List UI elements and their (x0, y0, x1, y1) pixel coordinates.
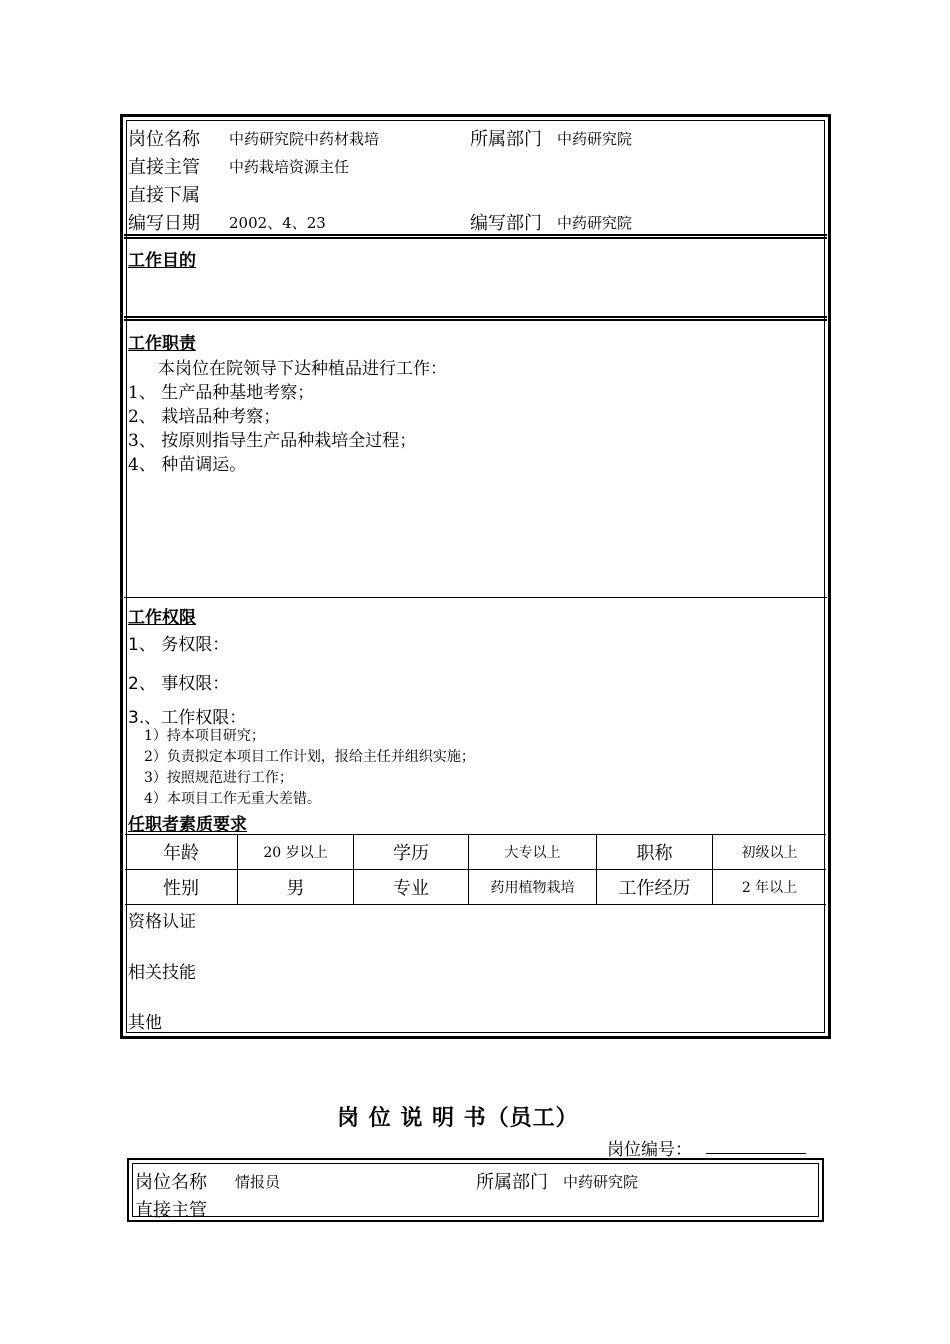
date-label: 编写日期 (128, 213, 200, 234)
purpose-heading: 工作目的 (128, 251, 196, 271)
skills-label: 相关技能 (128, 963, 196, 983)
authority-sub-item: 1）持本项目研究； (144, 728, 265, 744)
authority-line: 2、 事权限： (128, 674, 230, 694)
department-value-2: 中药研究院 (563, 1173, 639, 1191)
written-by-label: 编写部门 (470, 213, 542, 234)
supervisor-value: 中药栽培资源主任 (229, 158, 350, 176)
department-value: 中药研究院 (557, 130, 633, 148)
title-label: 职称 (597, 835, 713, 870)
education-value: 大专以上 (469, 835, 597, 870)
authority-heading: 工作权限 (128, 608, 196, 628)
position-name-value-2: 情报员 (235, 1173, 281, 1191)
age-value: 20 岁以上 (238, 835, 354, 870)
duty-item: 2、 栽培品种考察； (128, 407, 281, 427)
position-number-field[interactable] (706, 1153, 806, 1154)
section-divider (124, 316, 827, 321)
duties-intro: 本岗位在院领导下达种植品进行工作： (158, 359, 447, 379)
duties-heading: 工作职责 (128, 334, 196, 354)
department-label: 所属部门 (470, 129, 542, 150)
certification-label: 资格认证 (128, 912, 196, 932)
supervisor-label-2: 直接主管 (135, 1200, 207, 1221)
education-label: 学历 (354, 835, 469, 870)
other-label: 其他 (128, 1013, 162, 1033)
gender-value: 男 (238, 870, 354, 905)
subordinate-label: 直接下属 (128, 185, 200, 206)
major-value: 药用植物栽培 (469, 870, 597, 905)
gender-label: 性别 (125, 870, 238, 905)
authority-sub-item: 2）负责拟定本项目工作计划，报给主任并组织实施； (144, 749, 475, 765)
duty-item: 4、 种苗调运。 (128, 455, 247, 475)
authority-sub-item: 4）本项目工作无重大差错。 (144, 791, 321, 807)
major-label: 专业 (354, 870, 469, 905)
qualifications-heading: 任职者素质要求 (128, 815, 247, 835)
duty-item: 3、 按原则指导生产品种栽培全过程； (128, 431, 417, 451)
date-value: 2002、4、23 (229, 214, 326, 232)
duty-item: 1、 生产品种基地考察； (128, 383, 315, 403)
supervisor-label: 直接主管 (128, 157, 200, 178)
age-label: 年龄 (125, 835, 238, 870)
title-value: 初级以上 (713, 835, 826, 870)
authority-line: 3.、工作权限： (128, 708, 247, 728)
qualifications-table (125, 834, 826, 905)
section-divider (124, 234, 827, 239)
experience-value: 2 年以上 (713, 870, 826, 905)
position-number-label: 岗位编号： (607, 1140, 692, 1160)
position-name-label: 岗位名称 (128, 129, 200, 150)
position-name-label-2: 岗位名称 (135, 1172, 207, 1193)
department-label-2: 所属部门 (476, 1172, 548, 1193)
authority-sub-item: 3）按照规范进行工作； (144, 770, 293, 786)
page-title: 岗 位 说 明 书（员工） (337, 1105, 579, 1131)
section-divider (124, 597, 827, 598)
authority-line: 1、 务权限： (128, 635, 230, 655)
position-name-value: 中药研究院中药材栽培 (229, 130, 380, 148)
written-by-value: 中药研究院 (557, 214, 633, 232)
experience-label: 工作经历 (597, 870, 713, 905)
